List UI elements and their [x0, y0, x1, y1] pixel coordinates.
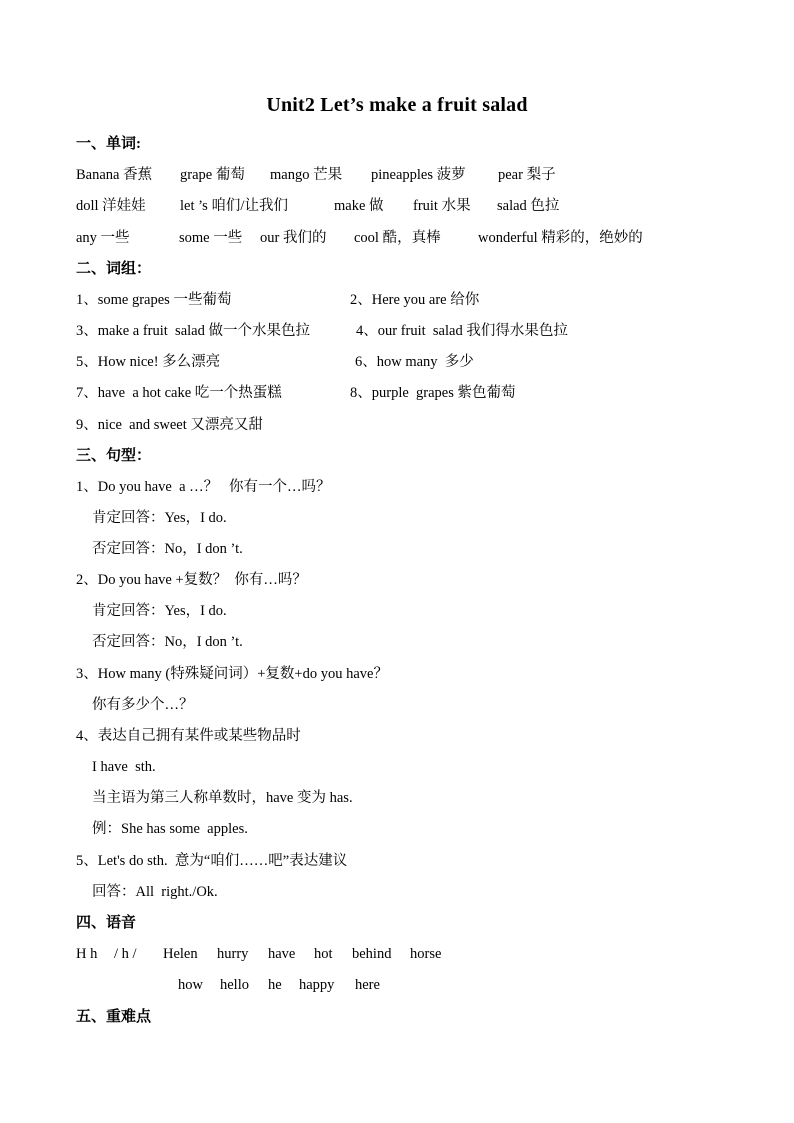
phrase-item: 3、make a fruit salad 做一个水果色拉	[76, 323, 310, 339]
phonics-word: how	[178, 977, 203, 993]
sentence-line: 4、表达自己拥有某件或某些物品时	[76, 728, 301, 744]
phonics-word: happy	[299, 977, 335, 993]
sentence-line: 1、Do you have a …？ 你有一个…吗？	[76, 479, 331, 495]
sentence-line: 例：She has some apples.	[92, 821, 248, 837]
page-title: Unit2 Let’s make a fruit salad	[266, 94, 528, 116]
vocab-item: Banana 香蕉	[76, 167, 153, 183]
phonics-word: he	[268, 977, 282, 993]
phonics-word: behind	[352, 946, 392, 962]
phrase-item: 1、some grapes 一些葡萄	[76, 292, 232, 308]
phrase-item: 9、nice and sweet 又漂亮又甜	[76, 417, 263, 433]
phrase-item: 4、our fruit salad 我们得水果色拉	[356, 323, 568, 339]
sentence-line: 否定回答：No，I don ’t.	[92, 634, 243, 650]
vocab-item: mango 芒果	[270, 167, 343, 183]
vocab-item: cool 酷，真棒	[354, 230, 441, 246]
vocab-item: let ’s 咱们/让我们	[180, 198, 288, 214]
phonics-word: have	[268, 946, 296, 962]
sentence-line: 肯定回答：Yes，I do.	[92, 603, 227, 619]
phrase-item: 2、Here you are 给你	[350, 292, 480, 308]
vocab-item: some 一些	[179, 230, 243, 246]
sentence-line: 3、How many (特殊疑问词）+复数+do you have？	[76, 666, 388, 682]
phonics-word: / h /	[114, 946, 137, 962]
vocab-item: grape 葡萄	[180, 167, 245, 183]
section-heading-phonics: 四、语音	[76, 915, 137, 931]
sentence-line: 5、Let's do sth. 意为“咱们……吧”表达建议	[76, 853, 348, 869]
phonics-word: horse	[410, 946, 442, 962]
section-heading-vocabulary: 一、单词:	[76, 136, 141, 152]
vocab-item: our 我们的	[260, 230, 327, 246]
sentence-line: 否定回答：No，I don ’t.	[92, 541, 243, 557]
phrase-item: 5、How nice! 多么漂亮	[76, 354, 221, 370]
section-heading-sentences: 三、句型：	[76, 448, 152, 464]
vocab-item: pineapples 菠萝	[371, 167, 466, 183]
phonics-word: here	[355, 977, 380, 993]
vocab-item: any 一些	[76, 230, 130, 246]
phrase-item: 7、have a hot cake 吃一个热蛋糕	[76, 385, 282, 401]
sentence-line: 肯定回答：Yes，I do.	[92, 510, 227, 526]
section-heading-key-points: 五、重难点	[76, 1009, 152, 1025]
vocab-item: doll 洋娃娃	[76, 198, 146, 214]
phonics-word: hurry	[217, 946, 249, 962]
vocab-item: wonderful 精彩的，绝妙的	[478, 230, 643, 246]
sentence-line: 2、Do you have +复数？ 你有…吗？	[76, 572, 307, 588]
sentence-line: 你有多少个…？	[92, 697, 194, 713]
vocab-item: fruit 水果	[413, 198, 471, 214]
vocab-item: make 做	[334, 198, 384, 214]
phonics-word: H h	[76, 946, 98, 962]
sentence-line: 当主语为第三人称单数时，have 变为 has.	[92, 790, 353, 806]
phrase-item: 6、how many 多少	[355, 354, 474, 370]
vocab-item: pear 梨子	[498, 167, 556, 183]
phrase-item: 8、purple grapes 紫色葡萄	[350, 385, 516, 401]
section-heading-phrases: 二、词组：	[76, 261, 152, 277]
sentence-line: I have sth.	[92, 759, 156, 775]
sentence-line: 回答：All right./Ok.	[92, 884, 218, 900]
phonics-word: hello	[220, 977, 249, 993]
phonics-word: hot	[314, 946, 333, 962]
phonics-word: Helen	[163, 946, 198, 962]
vocab-item: salad 色拉	[497, 198, 560, 214]
